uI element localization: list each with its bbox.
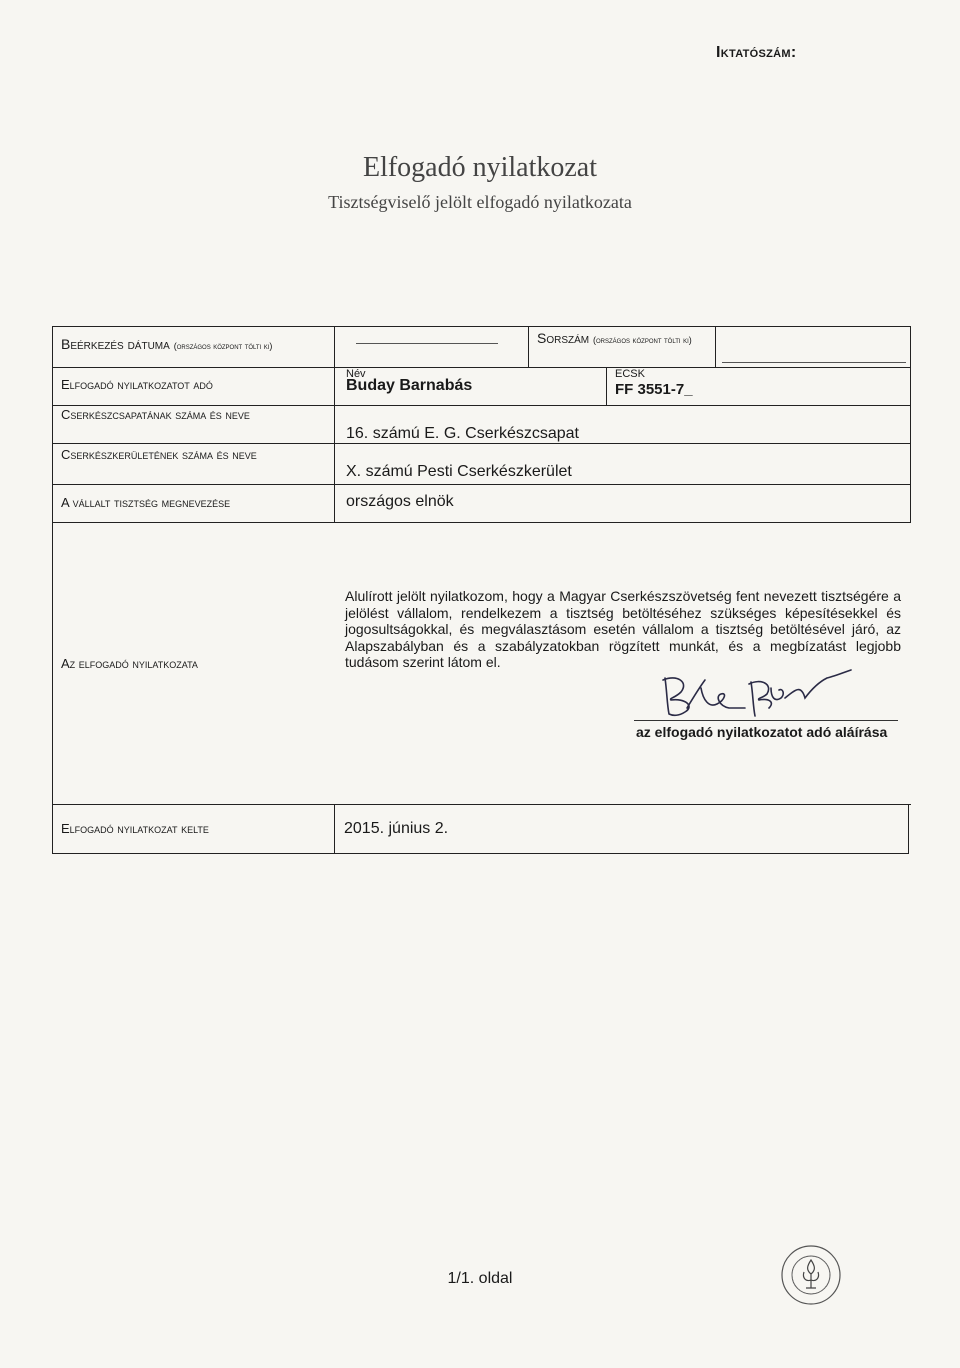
document-subtitle: Tisztségviselő jelölt elfogadó nyilatkozata: [328, 192, 632, 212]
kerulet-value: X. számú Pesti Cserkészkerület: [346, 463, 572, 480]
nev-value: Buday Barnabás: [346, 377, 473, 394]
csapat-label: Cserkészcsapatának száma és neve: [61, 407, 250, 422]
tisztseg-label: A vállalt tisztség megnevezése: [61, 495, 231, 510]
ecsk-label: ECSK: [615, 368, 645, 380]
sorszam-blank: [722, 362, 906, 363]
iktatoszam-label: Iktatószám:: [716, 44, 797, 61]
tisztseg-value: országos elnök: [346, 493, 454, 510]
signature-line: [634, 720, 898, 721]
adoinfo-label: Elfogadó nyilatkozatot adó: [61, 377, 213, 392]
kerulet-label: Cserkészkerületének száma és neve: [61, 447, 257, 462]
nev-label: Név: [346, 368, 366, 380]
signature-scribble: [655, 668, 855, 720]
document-title: Elfogadó nyilatkozat: [362, 152, 598, 183]
csapat-value: 16. számú E. G. Cserkészcsapat: [346, 425, 579, 442]
page-number: 1/1. oldal: [447, 1270, 513, 1287]
ecsk-value: FF 3551-7_: [615, 381, 693, 398]
cserkesz-stamp-icon: [780, 1244, 842, 1306]
kelte-label: Elfogadó nyilatkozat kelte: [61, 821, 209, 836]
beerkezes-blank: [356, 343, 498, 344]
kelte-value: 2015. június 2.: [344, 820, 449, 837]
nyilatkozat-label: Az elfogadó nyilatkozata: [61, 656, 198, 671]
alairas-label: az elfogadó nyilatkozatot adó aláírása: [636, 724, 888, 740]
nyilatkozat-text: Alulírott jelölt nyilatkozom, hogy a Magyar Cserkészszövetség fent nevezett tisztségére a jelölést vállalom, rendelkezem a tisztség betöltéséhez szükséges képesítésekkel és jogosultságokkal, és megválasztásom esetén vállalom a tisztség betöltésével járó, az Alapszabályban és a szabályzatokban rögzített munkát, és a megbízatást legjobb tudásom szerint látom el.: [345, 588, 901, 671]
beerkezes-label: Beérkezés dátuma (országos központ tölti ki): [61, 336, 273, 352]
sorszam-label: Sorszám (országos központ tölti ki): [537, 330, 692, 346]
